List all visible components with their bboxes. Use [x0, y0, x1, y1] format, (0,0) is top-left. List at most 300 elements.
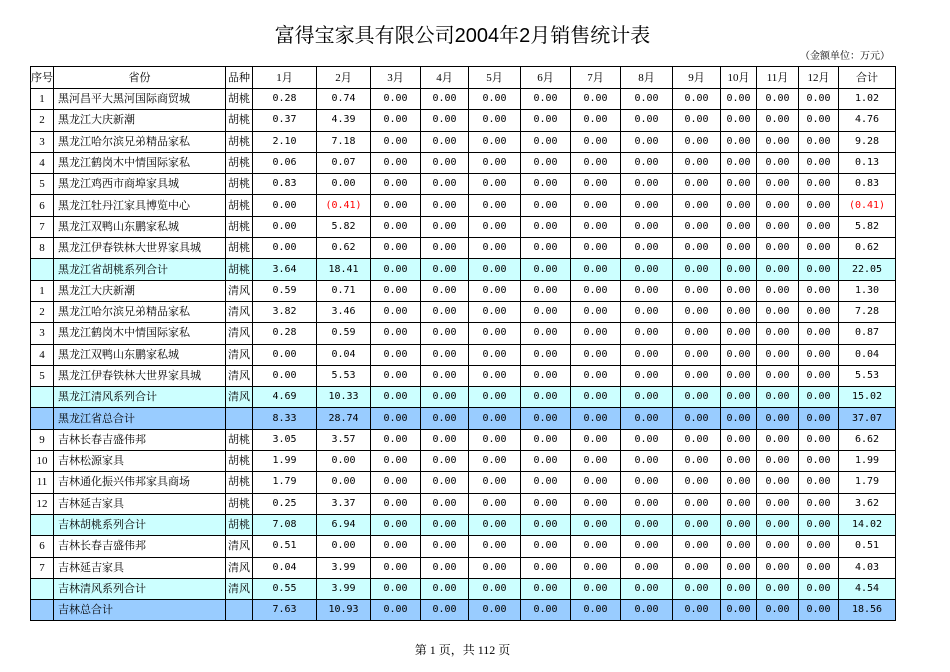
cell-province: 黑龙江牡丹江家具博览中心: [54, 195, 226, 216]
cell-month-value: (0.41): [317, 195, 371, 216]
table-body: [31, 89, 896, 621]
cell-month-value: 0.00: [799, 259, 839, 280]
cell-month-value: 0.00: [757, 600, 799, 621]
cell-variety: 清风: [226, 323, 253, 344]
cell-province: 黑龙江省总合计: [54, 408, 226, 429]
cell-month-value: 0.00: [757, 344, 799, 365]
cell-month-value: 0.00: [421, 408, 469, 429]
cell-month-value: 0.00: [799, 174, 839, 195]
cell-month-value: 0.00: [521, 323, 571, 344]
cell-month-value: 0.00: [757, 365, 799, 386]
cell-month-value: 0.00: [371, 131, 421, 152]
cell-month-value: 0.25: [253, 493, 317, 514]
cell-month-value: 0.00: [673, 110, 721, 131]
cell-no: 9: [31, 429, 54, 450]
cell-month-value: 4.39: [317, 110, 371, 131]
cell-month-value: 0.00: [621, 110, 673, 131]
cell-month-value: 0.00: [371, 89, 421, 110]
cell-month-value: 0.00: [757, 536, 799, 557]
cell-month-value: 0.00: [571, 259, 621, 280]
cell-month-value: 0.00: [757, 110, 799, 131]
cell-month-value: 0.00: [421, 174, 469, 195]
cell-total: 22.05: [839, 259, 896, 280]
cell-month-value: 0.00: [757, 387, 799, 408]
cell-month-value: 0.00: [317, 174, 371, 195]
cell-month-value: 0.00: [757, 280, 799, 301]
cell-no: 2: [31, 110, 54, 131]
cell-province: 黑龙江鹤岗木中情国际家私: [54, 152, 226, 173]
cell-month-value: 0.00: [673, 174, 721, 195]
cell-no: [31, 514, 54, 535]
cell-month-value: 0.00: [521, 89, 571, 110]
cell-month-value: 0.00: [721, 152, 757, 173]
cell-month-value: 0.00: [757, 493, 799, 514]
cell-no: [31, 600, 54, 621]
cell-month-value: 0.00: [521, 195, 571, 216]
cell-month-value: 0.00: [757, 557, 799, 578]
table-row: [31, 174, 896, 195]
cell-month-value: 0.00: [317, 472, 371, 493]
cell-no: 11: [31, 472, 54, 493]
cell-month-value: 3.82: [253, 301, 317, 322]
cell-month-value: 0.00: [469, 152, 521, 173]
cell-month-value: 0.74: [317, 89, 371, 110]
cell-month-value: 0.00: [757, 408, 799, 429]
table-row: [31, 472, 896, 493]
report-title: 富得宝家具有限公司2004年2月销售统计表: [274, 25, 651, 47]
cell-month-value: 0.00: [521, 280, 571, 301]
cell-month-value: 1.79: [253, 472, 317, 493]
cell-month-value: 0.00: [571, 514, 621, 535]
cell-month-value: 5.82: [317, 216, 371, 237]
subtotal-row: [31, 514, 896, 535]
cell-month-value: 0.00: [469, 514, 521, 535]
cell-month-value: 0.00: [799, 152, 839, 173]
cell-month-value: 0.00: [621, 131, 673, 152]
cell-total: 4.54: [839, 578, 896, 599]
cell-no: [31, 259, 54, 280]
cell-month-value: 0.00: [673, 259, 721, 280]
cell-month-value: 0.00: [721, 280, 757, 301]
cell-month-value: 0.00: [421, 323, 469, 344]
cell-variety: [226, 600, 253, 621]
cell-month-value: 0.00: [571, 131, 621, 152]
cell-month-value: 0.00: [621, 578, 673, 599]
column-header: 10月: [721, 67, 757, 89]
cell-total: 6.62: [839, 429, 896, 450]
cell-total: 3.62: [839, 493, 896, 514]
cell-month-value: 4.69: [253, 387, 317, 408]
cell-month-value: 0.00: [757, 429, 799, 450]
cell-month-value: 5.53: [317, 365, 371, 386]
cell-month-value: 0.00: [421, 259, 469, 280]
cell-month-value: 0.00: [521, 451, 571, 472]
cell-month-value: 0.00: [521, 408, 571, 429]
cell-province: 黑龙江清风系列合计: [54, 387, 226, 408]
cell-month-value: 0.00: [757, 472, 799, 493]
column-header: 2月: [317, 67, 371, 89]
cell-month-value: 0.00: [521, 152, 571, 173]
cell-month-value: 0.00: [571, 557, 621, 578]
cell-month-value: 0.00: [571, 195, 621, 216]
cell-month-value: 28.74: [317, 408, 371, 429]
column-header: 7月: [571, 67, 621, 89]
cell-month-value: 3.05: [253, 429, 317, 450]
cell-month-value: 0.00: [621, 344, 673, 365]
cell-month-value: 0.00: [799, 408, 839, 429]
cell-total: 0.13: [839, 152, 896, 173]
cell-month-value: 6.94: [317, 514, 371, 535]
cell-variety: 胡桃: [226, 259, 253, 280]
column-header: 1月: [253, 67, 317, 89]
table-row: [31, 238, 896, 259]
cell-month-value: 0.00: [621, 514, 673, 535]
cell-month-value: 0.00: [799, 110, 839, 131]
column-header: 12月: [799, 67, 839, 89]
cell-month-value: 0.00: [757, 578, 799, 599]
cell-month-value: 0.00: [421, 387, 469, 408]
cell-variety: 胡桃: [226, 131, 253, 152]
cell-month-value: 0.00: [721, 238, 757, 259]
cell-no: 3: [31, 323, 54, 344]
total-row: [31, 600, 896, 621]
cell-month-value: 0.00: [621, 195, 673, 216]
cell-total: (0.41): [839, 195, 896, 216]
cell-month-value: 0.00: [469, 259, 521, 280]
cell-month-value: 0.00: [757, 301, 799, 322]
subtotal-row: [31, 259, 896, 280]
cell-month-value: 0.00: [469, 600, 521, 621]
cell-total: 1.99: [839, 451, 896, 472]
cell-month-value: 0.00: [673, 578, 721, 599]
cell-month-value: 0.00: [521, 216, 571, 237]
cell-month-value: 0.37: [253, 110, 317, 131]
cell-month-value: 0.51: [253, 536, 317, 557]
cell-month-value: 0.00: [469, 557, 521, 578]
cell-variety: 胡桃: [226, 472, 253, 493]
cell-month-value: 0.00: [673, 493, 721, 514]
cell-province: 吉林长春吉盛伟邦: [54, 536, 226, 557]
cell-month-value: 0.00: [253, 216, 317, 237]
cell-month-value: 0.00: [571, 216, 621, 237]
cell-month-value: 0.00: [721, 259, 757, 280]
cell-month-value: 0.00: [469, 493, 521, 514]
cell-month-value: 7.08: [253, 514, 317, 535]
cell-month-value: 0.00: [371, 152, 421, 173]
cell-month-value: 0.00: [521, 514, 571, 535]
cell-month-value: 0.00: [621, 451, 673, 472]
cell-month-value: 0.00: [799, 89, 839, 110]
cell-month-value: 0.00: [371, 514, 421, 535]
table-row: [31, 301, 896, 322]
cell-variety: 清风: [226, 365, 253, 386]
cell-variety: 胡桃: [226, 216, 253, 237]
column-header: 4月: [421, 67, 469, 89]
cell-month-value: 0.04: [317, 344, 371, 365]
cell-month-value: 0.00: [421, 195, 469, 216]
column-header: 合计: [839, 67, 896, 89]
table-row: [31, 110, 896, 131]
cell-month-value: 0.00: [469, 323, 521, 344]
cell-month-value: 0.00: [799, 238, 839, 259]
cell-variety: 清风: [226, 301, 253, 322]
cell-variety: 胡桃: [226, 429, 253, 450]
table-row: [31, 152, 896, 173]
cell-month-value: 0.00: [673, 365, 721, 386]
cell-month-value: 0.00: [757, 259, 799, 280]
cell-month-value: 0.00: [469, 110, 521, 131]
cell-month-value: 0.00: [721, 216, 757, 237]
cell-month-value: 0.00: [371, 365, 421, 386]
cell-month-value: 2.10: [253, 131, 317, 152]
cell-no: [31, 578, 54, 599]
cell-month-value: 3.37: [317, 493, 371, 514]
cell-province: 吉林松源家具: [54, 451, 226, 472]
table-row: [31, 195, 896, 216]
page-footer: 第 1 页，共 112 页: [414, 643, 511, 657]
cell-month-value: 0.00: [521, 493, 571, 514]
cell-month-value: 0.00: [571, 238, 621, 259]
cell-month-value: 0.00: [469, 387, 521, 408]
cell-month-value: 0.00: [673, 195, 721, 216]
cell-month-value: 0.00: [571, 451, 621, 472]
cell-month-value: 0.00: [721, 301, 757, 322]
cell-province: 黑龙江鸡西市商埠家具城: [54, 174, 226, 195]
cell-month-value: 0.00: [371, 195, 421, 216]
cell-month-value: 0.00: [673, 344, 721, 365]
cell-month-value: 0.00: [371, 387, 421, 408]
cell-month-value: 0.00: [571, 536, 621, 557]
cell-month-value: 0.00: [673, 472, 721, 493]
cell-month-value: 0.00: [799, 514, 839, 535]
cell-month-value: 0.00: [317, 451, 371, 472]
cell-month-value: 0.00: [799, 216, 839, 237]
cell-no: 7: [31, 557, 54, 578]
cell-variety: 胡桃: [226, 195, 253, 216]
cell-month-value: 0.00: [621, 600, 673, 621]
cell-month-value: 0.00: [521, 259, 571, 280]
cell-month-value: 0.00: [721, 514, 757, 535]
cell-month-value: 0.00: [799, 429, 839, 450]
cell-month-value: 0.00: [371, 174, 421, 195]
cell-month-value: 0.00: [521, 344, 571, 365]
cell-month-value: 0.00: [673, 323, 721, 344]
table-row: [31, 344, 896, 365]
cell-month-value: 0.00: [521, 238, 571, 259]
cell-total: 0.83: [839, 174, 896, 195]
cell-month-value: 0.00: [571, 323, 621, 344]
cell-month-value: 0.00: [469, 216, 521, 237]
table-row: [31, 131, 896, 152]
cell-total: 0.62: [839, 238, 896, 259]
cell-month-value: 3.99: [317, 578, 371, 599]
cell-month-value: 0.00: [421, 514, 469, 535]
cell-month-value: 0.00: [421, 152, 469, 173]
cell-month-value: 3.46: [317, 301, 371, 322]
cell-total: 1.79: [839, 472, 896, 493]
cell-month-value: 0.00: [371, 110, 421, 131]
cell-month-value: 0.00: [421, 365, 469, 386]
cell-month-value: 0.00: [757, 89, 799, 110]
cell-province: 黑龙江伊春铁林大世界家具城: [54, 238, 226, 259]
cell-month-value: 0.00: [521, 557, 571, 578]
cell-month-value: 0.00: [469, 408, 521, 429]
cell-month-value: 0.00: [673, 301, 721, 322]
cell-month-value: 0.00: [621, 89, 673, 110]
cell-month-value: 0.00: [469, 238, 521, 259]
cell-month-value: 0.00: [673, 387, 721, 408]
column-header: 3月: [371, 67, 421, 89]
cell-month-value: 0.62: [317, 238, 371, 259]
cell-province: 黑龙江大庆新潮: [54, 280, 226, 301]
table-row: [31, 451, 896, 472]
cell-month-value: 0.00: [421, 451, 469, 472]
cell-month-value: 0.00: [757, 131, 799, 152]
cell-month-value: 0.59: [253, 280, 317, 301]
cell-month-value: 0.00: [571, 365, 621, 386]
cell-province: 黑龙江伊春铁林大世界家具城: [54, 365, 226, 386]
cell-month-value: 0.28: [253, 89, 317, 110]
cell-month-value: 0.00: [371, 344, 421, 365]
cell-month-value: 0.00: [521, 387, 571, 408]
cell-province: 黑龙江双鸭山东鹏家私城: [54, 216, 226, 237]
cell-month-value: 0.00: [757, 152, 799, 173]
cell-month-value: 0.00: [621, 472, 673, 493]
total-row: [31, 408, 896, 429]
cell-month-value: 0.00: [521, 110, 571, 131]
cell-province: 吉林通化振兴伟邦家具商场: [54, 472, 226, 493]
cell-province: 吉林总合计: [54, 600, 226, 621]
cell-variety: 胡桃: [226, 89, 253, 110]
cell-total: 18.56: [839, 600, 896, 621]
cell-variety: 清风: [226, 557, 253, 578]
cell-month-value: 0.00: [571, 110, 621, 131]
cell-month-value: 0.00: [571, 152, 621, 173]
column-header: 9月: [673, 67, 721, 89]
cell-month-value: 0.00: [571, 578, 621, 599]
cell-month-value: 0.00: [621, 216, 673, 237]
cell-no: 1: [31, 280, 54, 301]
cell-total: 37.07: [839, 408, 896, 429]
cell-month-value: 0.59: [317, 323, 371, 344]
cell-month-value: 0.00: [469, 365, 521, 386]
cell-province: 吉林清风系列合计: [54, 578, 226, 599]
cell-month-value: 0.00: [799, 451, 839, 472]
cell-month-value: 0.00: [521, 578, 571, 599]
cell-month-value: 0.00: [421, 238, 469, 259]
cell-variety: 清风: [226, 578, 253, 599]
cell-province: 黑龙江大庆新潮: [54, 110, 226, 131]
cell-variety: 清风: [226, 280, 253, 301]
cell-month-value: 0.00: [421, 301, 469, 322]
cell-month-value: 0.00: [721, 451, 757, 472]
cell-month-value: 0.00: [469, 131, 521, 152]
cell-month-value: 0.00: [757, 174, 799, 195]
cell-variety: 胡桃: [226, 514, 253, 535]
cell-no: [31, 408, 54, 429]
cell-month-value: 0.00: [469, 536, 521, 557]
cell-month-value: 0.55: [253, 578, 317, 599]
cell-no: [31, 387, 54, 408]
table-row: [31, 216, 896, 237]
cell-month-value: 0.00: [799, 600, 839, 621]
cell-month-value: 0.00: [571, 301, 621, 322]
cell-variety: 胡桃: [226, 493, 253, 514]
unit-note: （金额单位：万元）: [800, 51, 890, 62]
cell-month-value: 7.18: [317, 131, 371, 152]
cell-month-value: 0.00: [571, 472, 621, 493]
cell-month-value: 0.00: [621, 259, 673, 280]
cell-month-value: 0.00: [721, 408, 757, 429]
cell-total: 14.02: [839, 514, 896, 535]
cell-month-value: 0.00: [721, 472, 757, 493]
cell-month-value: 0.00: [721, 493, 757, 514]
cell-month-value: 0.00: [673, 89, 721, 110]
cell-province: 吉林延吉家具: [54, 493, 226, 514]
cell-month-value: 0.00: [673, 280, 721, 301]
cell-month-value: 0.00: [571, 89, 621, 110]
cell-month-value: 0.00: [621, 280, 673, 301]
cell-month-value: 0.00: [721, 110, 757, 131]
cell-month-value: 0.00: [799, 344, 839, 365]
cell-variety: [226, 408, 253, 429]
cell-month-value: 0.00: [673, 408, 721, 429]
cell-variety: 清风: [226, 387, 253, 408]
cell-month-value: 0.04: [253, 557, 317, 578]
cell-month-value: 0.00: [571, 600, 621, 621]
cell-no: 4: [31, 344, 54, 365]
cell-month-value: 0.00: [621, 365, 673, 386]
cell-no: 1: [31, 89, 54, 110]
cell-month-value: 0.00: [721, 195, 757, 216]
cell-month-value: 0.00: [621, 323, 673, 344]
cell-month-value: 0.00: [799, 493, 839, 514]
cell-month-value: 0.00: [371, 216, 421, 237]
cell-month-value: 0.00: [757, 451, 799, 472]
cell-no: 5: [31, 174, 54, 195]
cell-month-value: 0.00: [421, 280, 469, 301]
cell-province: 黑龙江哈尔滨兄弟精品家私: [54, 131, 226, 152]
cell-month-value: 0.00: [371, 280, 421, 301]
cell-month-value: 0.00: [469, 301, 521, 322]
table-row: [31, 89, 896, 110]
cell-variety: 胡桃: [226, 451, 253, 472]
cell-month-value: 0.00: [469, 195, 521, 216]
cell-month-value: 0.00: [521, 301, 571, 322]
cell-month-value: 0.00: [621, 238, 673, 259]
table-header-row: [31, 67, 896, 89]
cell-month-value: 0.00: [469, 344, 521, 365]
cell-month-value: 0.00: [421, 429, 469, 450]
cell-month-value: 0.00: [721, 387, 757, 408]
cell-month-value: 3.57: [317, 429, 371, 450]
cell-month-value: 0.00: [421, 578, 469, 599]
cell-month-value: 10.33: [317, 387, 371, 408]
cell-month-value: 0.06: [253, 152, 317, 173]
cell-month-value: 0.00: [371, 238, 421, 259]
cell-total: 0.51: [839, 536, 896, 557]
cell-month-value: 0.00: [721, 578, 757, 599]
cell-month-value: 0.00: [521, 131, 571, 152]
cell-month-value: 0.00: [521, 365, 571, 386]
cell-total: 0.87: [839, 323, 896, 344]
cell-total: 1.30: [839, 280, 896, 301]
cell-month-value: 0.83: [253, 174, 317, 195]
cell-month-value: 0.00: [799, 195, 839, 216]
cell-month-value: 0.00: [621, 152, 673, 173]
cell-month-value: 0.00: [571, 280, 621, 301]
cell-month-value: 0.00: [421, 131, 469, 152]
